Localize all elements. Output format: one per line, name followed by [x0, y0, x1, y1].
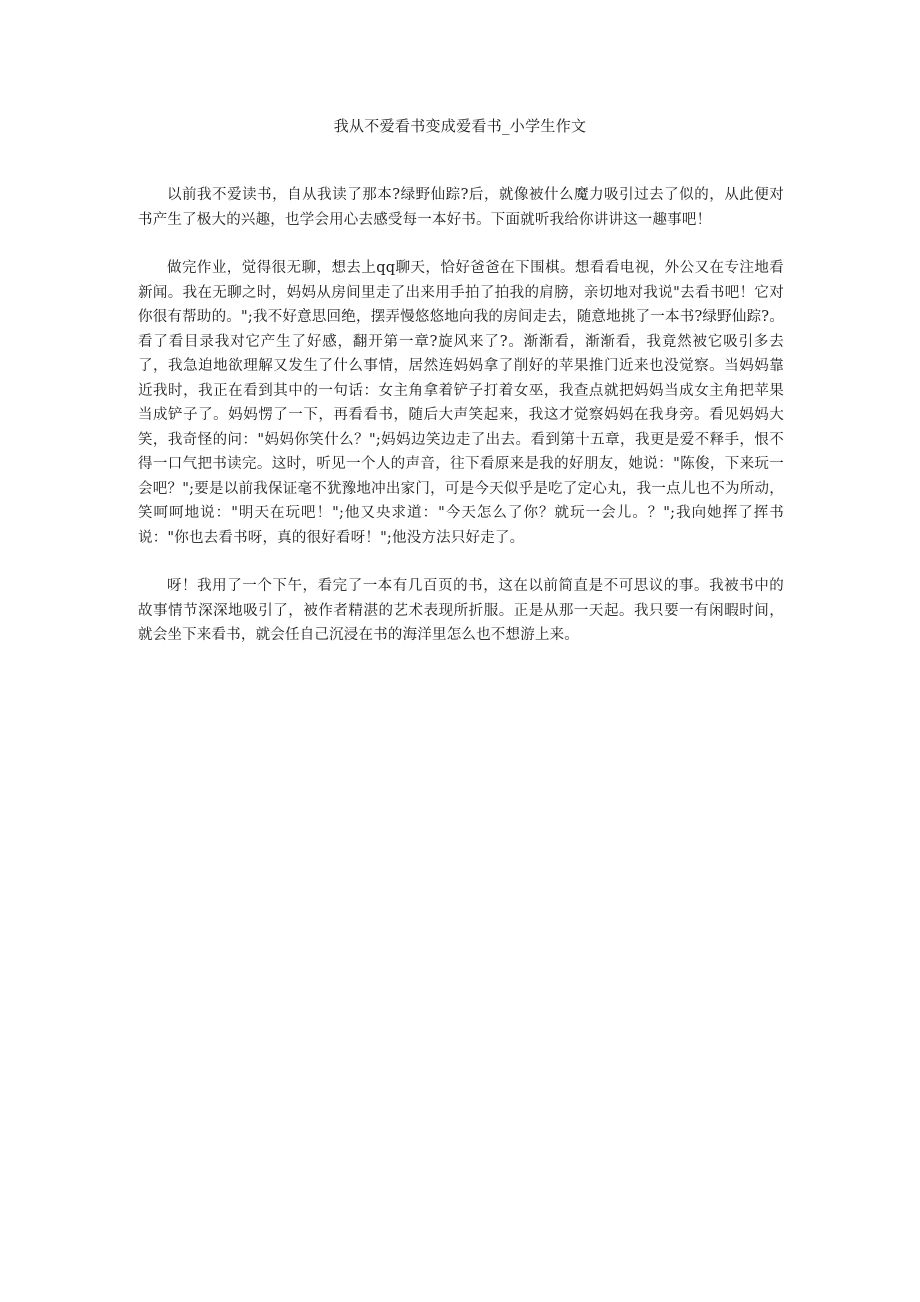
document-title: 我从不爱看书变成爱看书_小学生作文 [333, 117, 587, 135]
paragraph-intro: 以前我不爱读书，自从我读了那本?绿野仙踪?后，就像被什么魔力吸引过去了似的，从此便对书产生了极大的兴趣，也学会用心去感受每一本好书。下面就听我给你讲讲这一趣事吧！ [138, 187, 784, 228]
document-body [138, 183, 784, 672]
paragraph-conclusion: 呀！我用了一个下午，看完了一本有几百页的书，这在以前简直是不可思议的事。我被书中的故事情节深深地吸引了，被作者精湛的艺术表现所折服。正是从那一天起。我只要一有闲暇时间，就会坐下来看书，就会任自己沉浸在书的海洋里怎么也不想游上来。 [138, 578, 784, 643]
paragraph-story: 做完作业，觉得很无聊，想去上qq聊天，恰好爸爸在下围棋。想看看电视，外公又在专注地看新闻。我在无聊之时，妈妈从房间里走了出来用手拍了拍我的肩膀，亲切地对我说"去看书吧！它对你很有帮助的。";我不好意思回绝，摆弄慢悠悠地向我的房间走去，随意地挑了一本书?绿野仙踪?。看了看目录我对它产生了好感，翻开第一章?旋风来了?。渐渐看，渐渐看，我竟然被它吸引多去了，我急迫地欲理解又发生了什么事情，居然连妈妈拿了削好的苹果推门近来也没觉察。当妈妈靠近我时，我正在看到其中的一句话：女主角拿着铲子打着女巫，我查点就把妈妈当成女主角把苹果当成铲子了。妈妈愣了一下，再看看书，随后大声笑起来，我这才觉察妈妈在我身旁。看见妈妈大笑，我奇怪的问："妈妈你笑什么？";妈妈边笑边走了出去。看到第十五章，我更是爱不释手，恨不得一口气把书读完。这时，听见一个人的声音，往下看原来是我的好朋友，她说："陈俊，下来玩一会吧？";要是以前我保证毫不犹豫地冲出家门，可是今天似乎是吃了定心丸，我一点儿也不为所动，笑呵呵地说："明天在玩吧！";他又央求道："今天怎么了你？就玩一会儿。？";我向她挥了挥书说："你也去看书呀，真的很好看呀！";他没方法只好走了。 [138, 260, 784, 546]
